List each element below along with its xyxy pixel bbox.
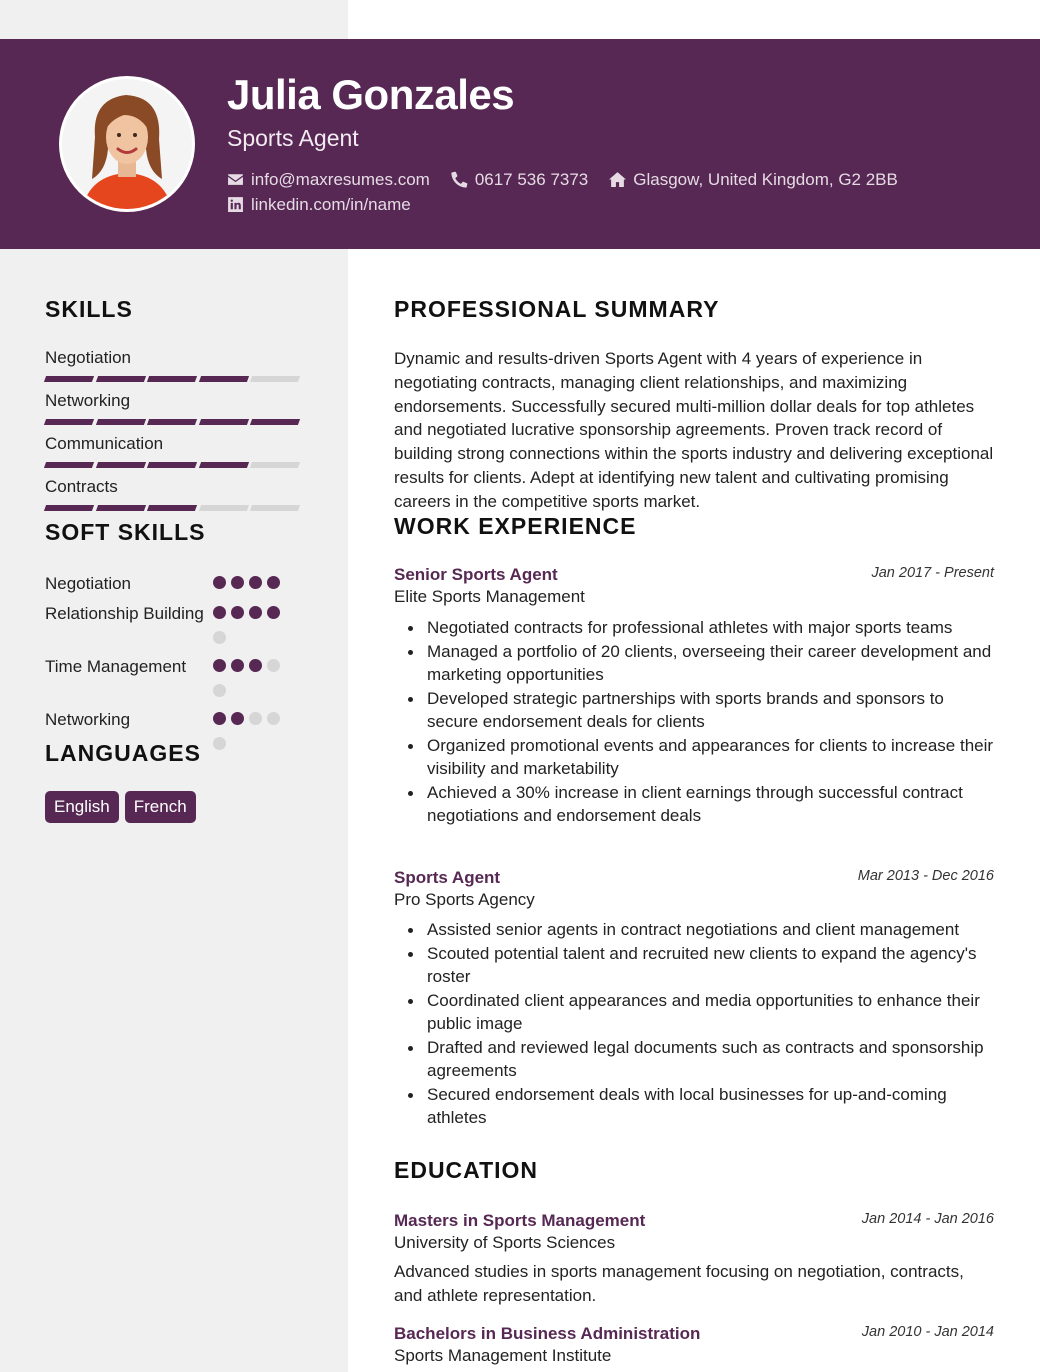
- rating-dot-filled: [267, 576, 280, 589]
- rating-dot-filled: [231, 659, 244, 672]
- soft-skill-item: [45, 708, 305, 731]
- rating-dot-empty: [249, 712, 262, 725]
- job-bullet: Organized promotional events and appearances for clients to increase their visibility and marketability: [406, 734, 994, 781]
- rating-bar-filled: [198, 376, 248, 382]
- language-badge: English: [45, 791, 119, 823]
- rating-dot-filled: [249, 576, 262, 589]
- skill-name: Contracts: [45, 477, 118, 496]
- rating-bar-filled: [147, 376, 197, 382]
- rating-bar-filled: [147, 505, 197, 511]
- rating-dot-filled: [231, 576, 244, 589]
- job-bullet: Drafted and reviewed legal documents such as contracts and sponsorship agreements: [406, 1036, 994, 1083]
- education-heading: EDUCATION: [394, 1157, 539, 1183]
- job-entry: [394, 565, 994, 828]
- soft-skill-item: [45, 655, 305, 678]
- rating-bar-filled: [95, 462, 145, 468]
- email-contact[interactable]: [227, 170, 430, 190]
- rating-bar-filled: [44, 462, 94, 468]
- linkedin-contact[interactable]: [227, 195, 411, 215]
- soft-skill-name: Time Management: [45, 657, 187, 676]
- job-bullet: Coordinated client appearances and media opportunities to enhance their public image: [406, 989, 994, 1036]
- job-bullet: Managed a portfolio of 20 clients, overseeing their career development and marketing opportunities: [406, 640, 994, 687]
- education-entry: [394, 1324, 994, 1366]
- rating-dot-filled: [213, 576, 226, 589]
- education-description: Advanced studies in sports management focusing on negotiation, contracts, and athlete representation.: [394, 1262, 964, 1305]
- profile-photo: [62, 79, 192, 209]
- address-text: Glasgow, United Kingdom, G2 2BB: [633, 169, 898, 189]
- job-entry: [394, 868, 994, 1130]
- job-bullet: Negotiated contracts for professional athletes with major sports teams: [406, 616, 994, 640]
- rating-bar-filled: [198, 462, 248, 468]
- company-name: Pro Sports Agency: [394, 890, 535, 909]
- experience-heading: WORK EXPERIENCE: [394, 513, 637, 539]
- rating-bar-filled: [147, 419, 197, 425]
- soft-skill-item: [45, 602, 305, 625]
- rating-dot-filled: [249, 659, 262, 672]
- rating-bar-filled: [198, 419, 248, 425]
- soft-skill-name: Negotiation: [45, 574, 132, 593]
- skill-rating: [45, 462, 303, 468]
- rating-dot-filled: [213, 606, 226, 619]
- rating-bar-filled: [44, 376, 94, 382]
- rating-dot-filled: [213, 659, 226, 672]
- school-name: University of Sports Sciences: [394, 1233, 616, 1252]
- envelope-icon: [227, 171, 244, 188]
- rating-bar-filled: [44, 505, 94, 511]
- language-badge: French: [125, 791, 196, 823]
- rating-dot-empty: [267, 659, 280, 672]
- linkedin-icon: [227, 196, 244, 213]
- rating-dot-empty: [267, 712, 280, 725]
- rating-dot-filled: [267, 606, 280, 619]
- phone-contact[interactable]: [451, 170, 588, 190]
- rating-dot-filled: [213, 712, 226, 725]
- phone-text: 0617 536 7373: [474, 169, 589, 189]
- job-bullet: Developed strategic partnerships with sports brands and sponsors to secure endorsement deals for clients: [406, 687, 994, 734]
- candidate-title: Sports Agent: [227, 125, 359, 151]
- skill-rating: [45, 376, 303, 382]
- skills-heading: SKILLS: [45, 296, 133, 322]
- company-name: Elite Sports Management: [394, 587, 585, 606]
- rating-dot-filled: [249, 606, 262, 619]
- job-bullets: [406, 918, 994, 1130]
- candidate-name: Julia Gonzales: [227, 71, 515, 118]
- rating-dot-empty: [213, 631, 226, 644]
- summary-text: Dynamic and results-driven Sports Agent with 4 years of experience in negotiating contracts, managing client relationships, and maximizing endorsements. Successfully secured multi-million dollar deals for top athletes and negotiated lucrative sponsorship agreements. Proven track record of building strong connections within the sports industry and delivering exceptional results for clients. Adept at identifying new talent and cultivating promising careers in the competitive sports market.: [394, 349, 994, 511]
- job-title: Sports Agent: [394, 868, 501, 887]
- summary-heading: PROFESSIONAL SUMMARY: [394, 296, 720, 322]
- job-title: Senior Sports Agent: [394, 565, 558, 584]
- skill-item: [45, 391, 303, 425]
- rating-bar-filled: [147, 462, 197, 468]
- rating-bar-empty: [250, 376, 300, 382]
- job-bullets: [406, 616, 994, 828]
- rating-bar-filled: [250, 419, 300, 425]
- job-bullet: Scouted potential talent and recruited new clients to expand the agency's roster: [406, 942, 994, 989]
- soft-skill-item: [45, 572, 305, 595]
- rating-dot-empty: [213, 737, 226, 750]
- home-icon: [609, 171, 626, 188]
- soft-skill-name: Relationship Building: [45, 604, 204, 623]
- rating-dot-filled: [231, 712, 244, 725]
- job-bullet: Assisted senior agents in contract negotiations and client management: [406, 918, 994, 942]
- job-date: Jan 2017 - Present: [871, 565, 994, 581]
- language-list: [45, 791, 202, 823]
- rating-dot-empty: [213, 684, 226, 697]
- degree-title: Masters in Sports Management: [394, 1211, 646, 1230]
- degree-title: Bachelors in Business Administration: [394, 1324, 701, 1343]
- job-date: Mar 2013 - Dec 2016: [857, 868, 994, 884]
- skill-item: [45, 348, 303, 382]
- rating-bar-filled: [95, 505, 145, 511]
- skill-name: Negotiation: [45, 348, 132, 367]
- address-contact: [609, 170, 898, 190]
- soft-skills-heading: SOFT SKILLS: [45, 519, 206, 545]
- languages-heading: LANGUAGES: [45, 740, 201, 766]
- education-date: Jan 2010 - Jan 2014: [861, 1324, 994, 1340]
- job-bullet: Achieved a 30% increase in client earnings through successful contract negotiations and endorsement deals: [406, 781, 994, 828]
- skill-rating: [45, 419, 303, 425]
- skill-name: Communication: [45, 434, 164, 453]
- skill-name: Networking: [45, 391, 131, 410]
- skill-item: [45, 434, 303, 468]
- rating-bar-filled: [95, 376, 145, 382]
- rating-bar-empty: [250, 462, 300, 468]
- contact-info: [227, 167, 919, 217]
- skill-item: [45, 477, 303, 511]
- skill-rating: [45, 505, 303, 511]
- resume-header: [0, 39, 1040, 249]
- avatar: [59, 76, 195, 212]
- rating-dot-filled: [231, 606, 244, 619]
- job-bullet: Secured endorsement deals with local businesses for up-and-coming athletes: [406, 1083, 994, 1130]
- rating-bar-filled: [44, 419, 94, 425]
- school-name: Sports Management Institute: [394, 1346, 612, 1365]
- email-text: info@maxresumes.com: [251, 169, 430, 189]
- rating-bar-empty: [250, 505, 300, 511]
- phone-icon: [451, 171, 468, 188]
- rating-bar-filled: [95, 419, 145, 425]
- linkedin-text: linkedin.com/in/name: [251, 194, 411, 214]
- education-date: Jan 2014 - Jan 2016: [861, 1211, 994, 1227]
- education-entry: [394, 1211, 994, 1307]
- rating-bar-empty: [198, 505, 248, 511]
- soft-skill-name: Networking: [45, 710, 131, 729]
